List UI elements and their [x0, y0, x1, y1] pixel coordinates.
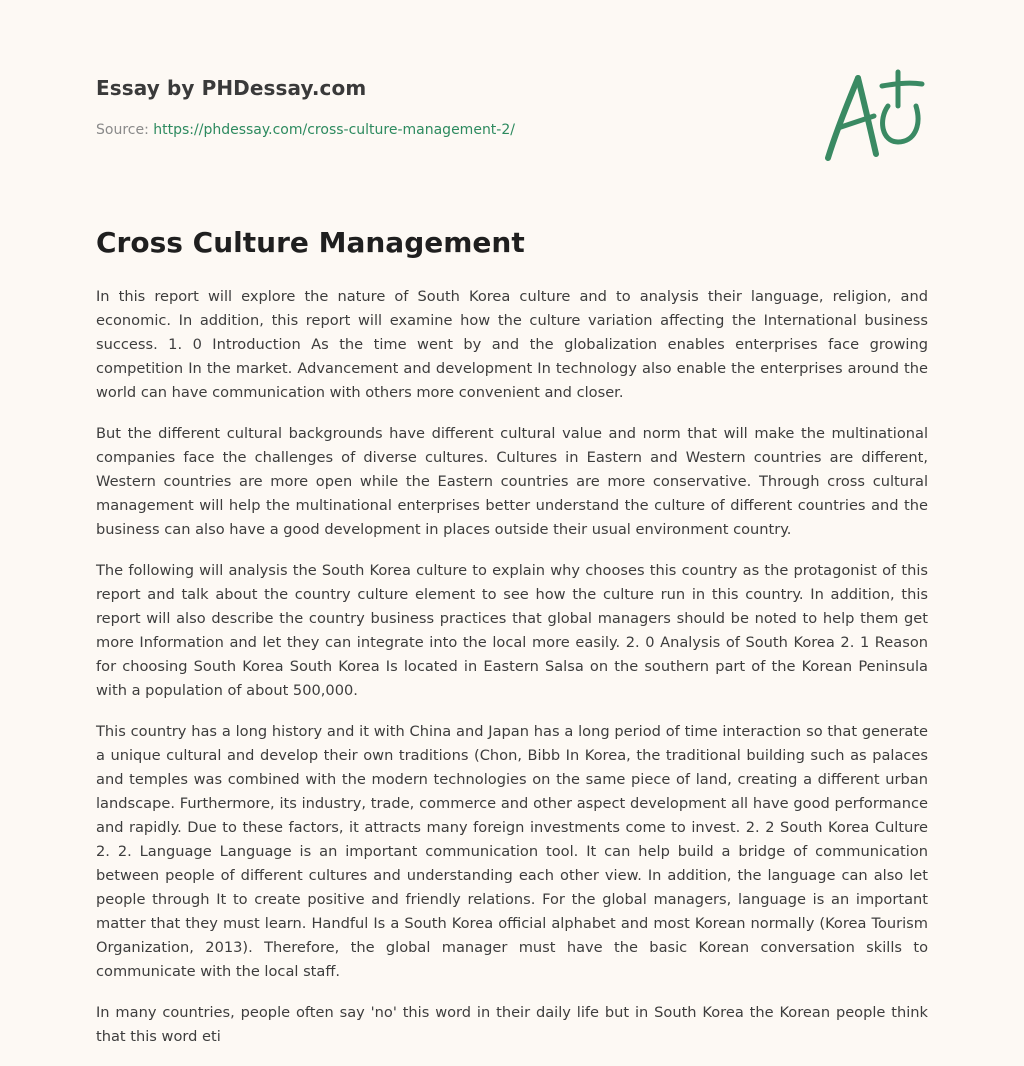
essay-paragraph-1: In this report will explore the nature of South Korea culture and to analysis their language, religion, and economic. In addition, this report will examine how the culture variation affecting the International business success. 1. 0 Introduction As the time went by and the globalization enables enterprises face growing competition In the market. Advancement and development In technology also enable the enterprises around the world can have communication with others more convenient and closer.: [96, 288, 928, 401]
essay-paragraph-5: In many countries, people often say 'no' this word in their daily life but in South Korea the Korean people think that this word eti: [96, 1004, 928, 1045]
source-link[interactable]: https://phdessay.com/cross-culture-management-2/: [153, 122, 515, 138]
a-plus-logo-icon: [818, 62, 930, 166]
site-header: [96, 76, 796, 138]
essay-body: [96, 285, 928, 1066]
brand-title: Essay by PHDessay.com: [96, 76, 367, 100]
essay-paragraph-2: But the different cultural backgrounds have different cultural value and norm that will make the multinational companies face the challenges of diverse cultures. Cultures in Eastern and Western countries are different, Western countries are more open while the Eastern countries are more conservative. Through cross cultural management will help the multinational enterprises better understand the culture of different countries and the business can also have a good development in places outside their usual environment country.: [96, 425, 928, 538]
essay-paragraph-3: The following will analysis the South Korea culture to explain why chooses this country as the protagonist of this report and talk about the country culture element to see how the culture run in this country. In addition, this report will also describe the country business practices that global managers should be noted to help them get more Information and let they can integrate into the local more easily. 2. 0 Analysis of South Korea 2. 1 Reason for choosing South Korea South Korea Is located in Eastern Salsa on the southern part of the Korean Peninsula with a population of about 500,000.: [96, 562, 928, 699]
essay-title: Cross Culture Management: [96, 226, 525, 259]
source-label: Source:: [96, 122, 154, 138]
essay-paragraph-4: This country has a long history and it with China and Japan has a long period of time interaction so that generate a unique cultural and develop their own traditions (Chon, Bibb In Korea, the traditional building such as palaces and temples was combined with the modern technologies on the same piece of land, creating a different urban landscape. Furthermore, its industry, trade, commerce and other aspect development all have good performance and rapidly. Due to these factors, it attracts many foreign investments come to invest. 2. 2 South Korea Culture 2. 2. Language Language is an important communication tool. It can help build a bridge of communication between people of different cultures and understanding each other view. In addition, the language can also let people through It to create positive and friendly relations. For the global managers, language is an important matter that they must learn. Handful Is a South Korea official alphabet and most Korean normally (Korea Tourism Organization, 2013). Therefore, the global manager must have the basic Korean conversation skills to communicate with the local staff.: [96, 723, 928, 980]
source-line: [96, 122, 796, 138]
